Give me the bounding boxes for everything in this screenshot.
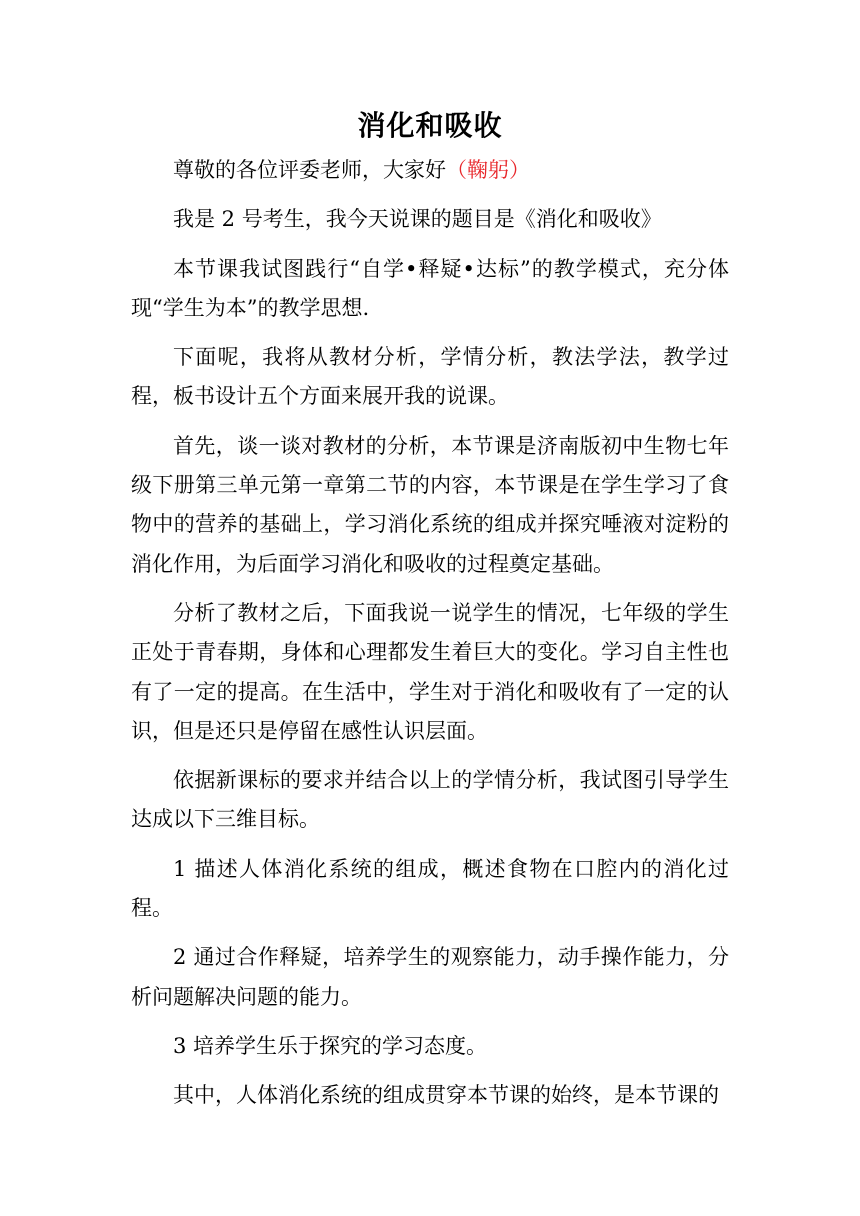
objective-item-3: 3 培养学生乐于探究的学习态度。 <box>173 1033 488 1058</box>
greeting-text: 尊敬的各位评委老师，大家好 <box>173 158 446 182</box>
paragraph-textbook-analysis: 首先，谈一谈对教材的分析，本节课是济南版初中生物七年级下册第三单元第一章第二节的内容，本节课是在学生学习了食物中的营养的基础上，学习消化系统的组成并探究唾液对淀粉的消化作用，为后面学习消化和吸收的过程奠定基础。 <box>131 433 729 576</box>
paragraph-objectives-intro: 依据新课标的要求并结合以上的学情分析，我试图引导学生达成以下三维目标。 <box>131 768 729 832</box>
document-body <box>131 151 729 1126</box>
objective-item-2: 2 通过合作释疑，培养学生的观察能力，动手操作能力，分析问题解决问题的能力。 <box>131 945 729 1009</box>
greeting-action-annotation: （鞠躬） <box>446 158 530 182</box>
paragraph-outline: 下面呢，我将从教材分析，学情分析，教法学法，教学过程，板书设计五个方面来展开我的说课。 <box>131 345 729 409</box>
paragraph-intro: 我是 2 号考生，我今天说课的题目是《消化和吸收》 <box>173 207 662 232</box>
document-title: 消化和吸收 <box>357 109 503 142</box>
paragraph-key-points: 其中，人体消化系统的组成贯穿本节课的始终，是本节课的 <box>173 1083 719 1108</box>
paragraph-student-analysis: 分析了教材之后，下面我说一说学生的情况，七年级的学生正处于青春期，身体和心理都发生着巨大的变化。学习自主性也有了一定的提高。在生活中，学生对于消化和吸收有了一定的认识，但是还只是停留在感性认识层面。 <box>131 600 729 743</box>
paragraph-teaching-model: 本节课我试图践行“自学•释疑•达标”的教学模式，充分体现“学生为本”的教学思想. <box>131 256 729 320</box>
objective-item-1: 1 描述人体消化系统的组成，概述食物在口腔内的消化过程。 <box>131 856 729 921</box>
greeting-paragraph <box>131 151 729 190</box>
